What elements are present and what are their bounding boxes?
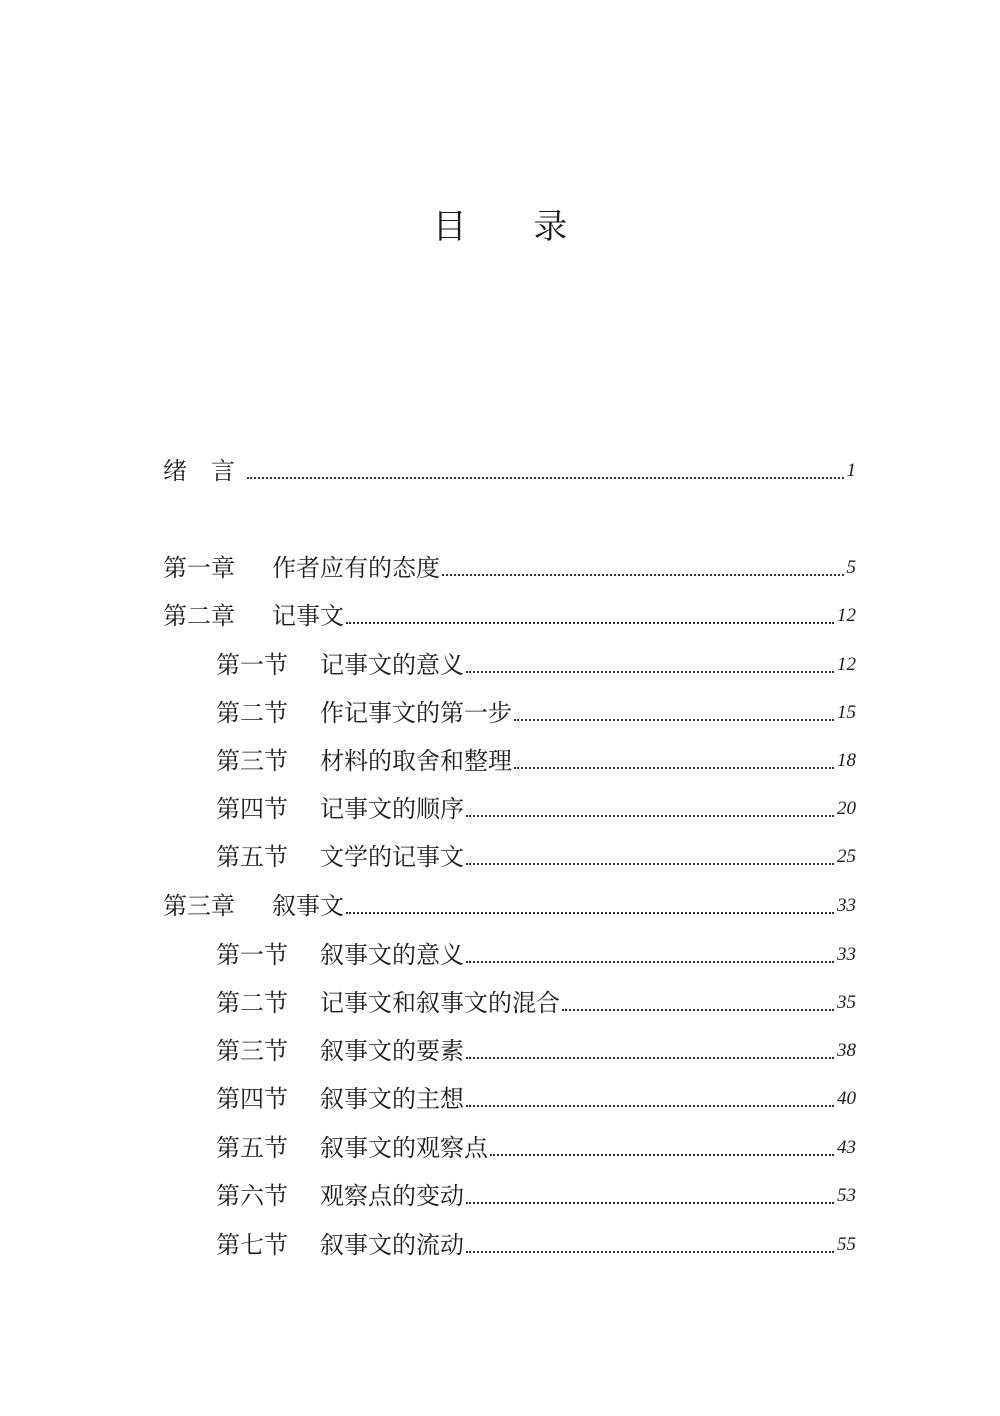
dot-leader <box>466 671 834 673</box>
page-number: 33 <box>837 944 856 965</box>
page-number: 15 <box>837 702 856 723</box>
entry-number: 第五节 <box>216 843 288 871</box>
dot-leader <box>466 863 834 865</box>
entry-title: 观察点的变动 <box>320 1182 464 1210</box>
entry-title: 作记事文的第一步 <box>320 699 512 727</box>
entry-number: 第七节 <box>216 1231 288 1259</box>
page-number: 55 <box>837 1234 856 1255</box>
entry-number: 第二节 <box>216 699 288 727</box>
dot-leader <box>466 961 834 963</box>
entry-title: 作者应有的态度 <box>272 554 440 582</box>
toc-entry-chapter-1[interactable] <box>163 549 856 583</box>
dot-leader <box>466 1105 834 1107</box>
entry-number: 第二节 <box>216 989 288 1017</box>
page-number: 20 <box>837 798 856 819</box>
page-number: 33 <box>837 895 856 916</box>
toc-entry-section[interactable] <box>216 936 856 970</box>
dot-leader <box>247 477 844 479</box>
toc-entry-section[interactable] <box>216 984 856 1018</box>
entry-title: 叙事文的流动 <box>320 1231 464 1259</box>
entry-number: 第四节 <box>216 1085 288 1113</box>
dot-leader <box>490 1154 834 1156</box>
toc-entry-section[interactable] <box>216 694 856 728</box>
dot-leader <box>466 1057 834 1059</box>
toc-entry-section[interactable] <box>216 1032 856 1066</box>
toc-entry-section[interactable] <box>216 1080 856 1114</box>
page-number: 53 <box>837 1185 856 1206</box>
dot-leader <box>346 622 834 624</box>
entry-title: 记事文和叙事文的混合 <box>320 989 560 1017</box>
toc-entry-section[interactable] <box>216 742 856 776</box>
entry-title: 叙事文 <box>272 892 344 920</box>
dot-leader <box>514 719 834 721</box>
toc-entry-section[interactable] <box>216 838 856 872</box>
toc-entry-section[interactable] <box>216 1177 856 1211</box>
dot-leader <box>562 1009 834 1011</box>
dot-leader <box>466 1202 834 1204</box>
entry-title: 记事文 <box>272 602 344 630</box>
page-number: 40 <box>837 1088 856 1109</box>
toc-entry-section[interactable] <box>216 1226 856 1260</box>
page-number: 5 <box>846 557 856 578</box>
entry-number: 绪 言 <box>163 457 235 485</box>
toc-entry-section[interactable] <box>216 790 856 824</box>
entry-title: 文学的记事文 <box>320 843 464 871</box>
page-number: 12 <box>837 654 856 675</box>
dot-leader <box>466 1251 834 1253</box>
entry-title: 叙事文的要素 <box>320 1037 464 1065</box>
dot-leader <box>514 767 834 769</box>
entry-title: 叙事文的主想 <box>320 1085 464 1113</box>
page-number: 18 <box>837 750 856 771</box>
toc-entry-preface[interactable] <box>163 452 856 486</box>
dot-leader <box>466 815 834 817</box>
page-title: 目 录 <box>432 207 596 247</box>
page-number: 12 <box>837 605 856 626</box>
toc-entry-section[interactable] <box>216 646 856 680</box>
entry-number: 第三章 <box>163 892 235 920</box>
toc-entry-chapter-3[interactable] <box>163 887 856 921</box>
entry-title: 叙事文的意义 <box>320 941 464 969</box>
entry-number: 第二章 <box>163 602 235 630</box>
entry-title: 记事文的意义 <box>320 651 464 679</box>
entry-number: 第三节 <box>216 747 288 775</box>
entry-number: 第一章 <box>163 554 235 582</box>
entry-number: 第一节 <box>216 651 288 679</box>
page-number: 25 <box>837 846 856 867</box>
entry-number: 第一节 <box>216 941 288 969</box>
page-number: 43 <box>837 1137 856 1158</box>
page-number: 1 <box>846 460 856 481</box>
toc-entry-chapter-2[interactable] <box>163 597 856 631</box>
entry-number: 第四节 <box>216 795 288 823</box>
dot-leader <box>442 574 844 576</box>
entry-number: 第六节 <box>216 1182 288 1210</box>
page-number: 38 <box>837 1040 856 1061</box>
dot-leader <box>346 912 834 914</box>
entry-title: 记事文的顺序 <box>320 795 464 823</box>
toc-entry-section[interactable] <box>216 1129 856 1163</box>
entry-number: 第三节 <box>216 1037 288 1065</box>
entry-title: 叙事文的观察点 <box>320 1134 488 1162</box>
page-number: 35 <box>837 992 856 1013</box>
entry-title: 材料的取舍和整理 <box>320 747 512 775</box>
entry-number: 第五节 <box>216 1134 288 1162</box>
